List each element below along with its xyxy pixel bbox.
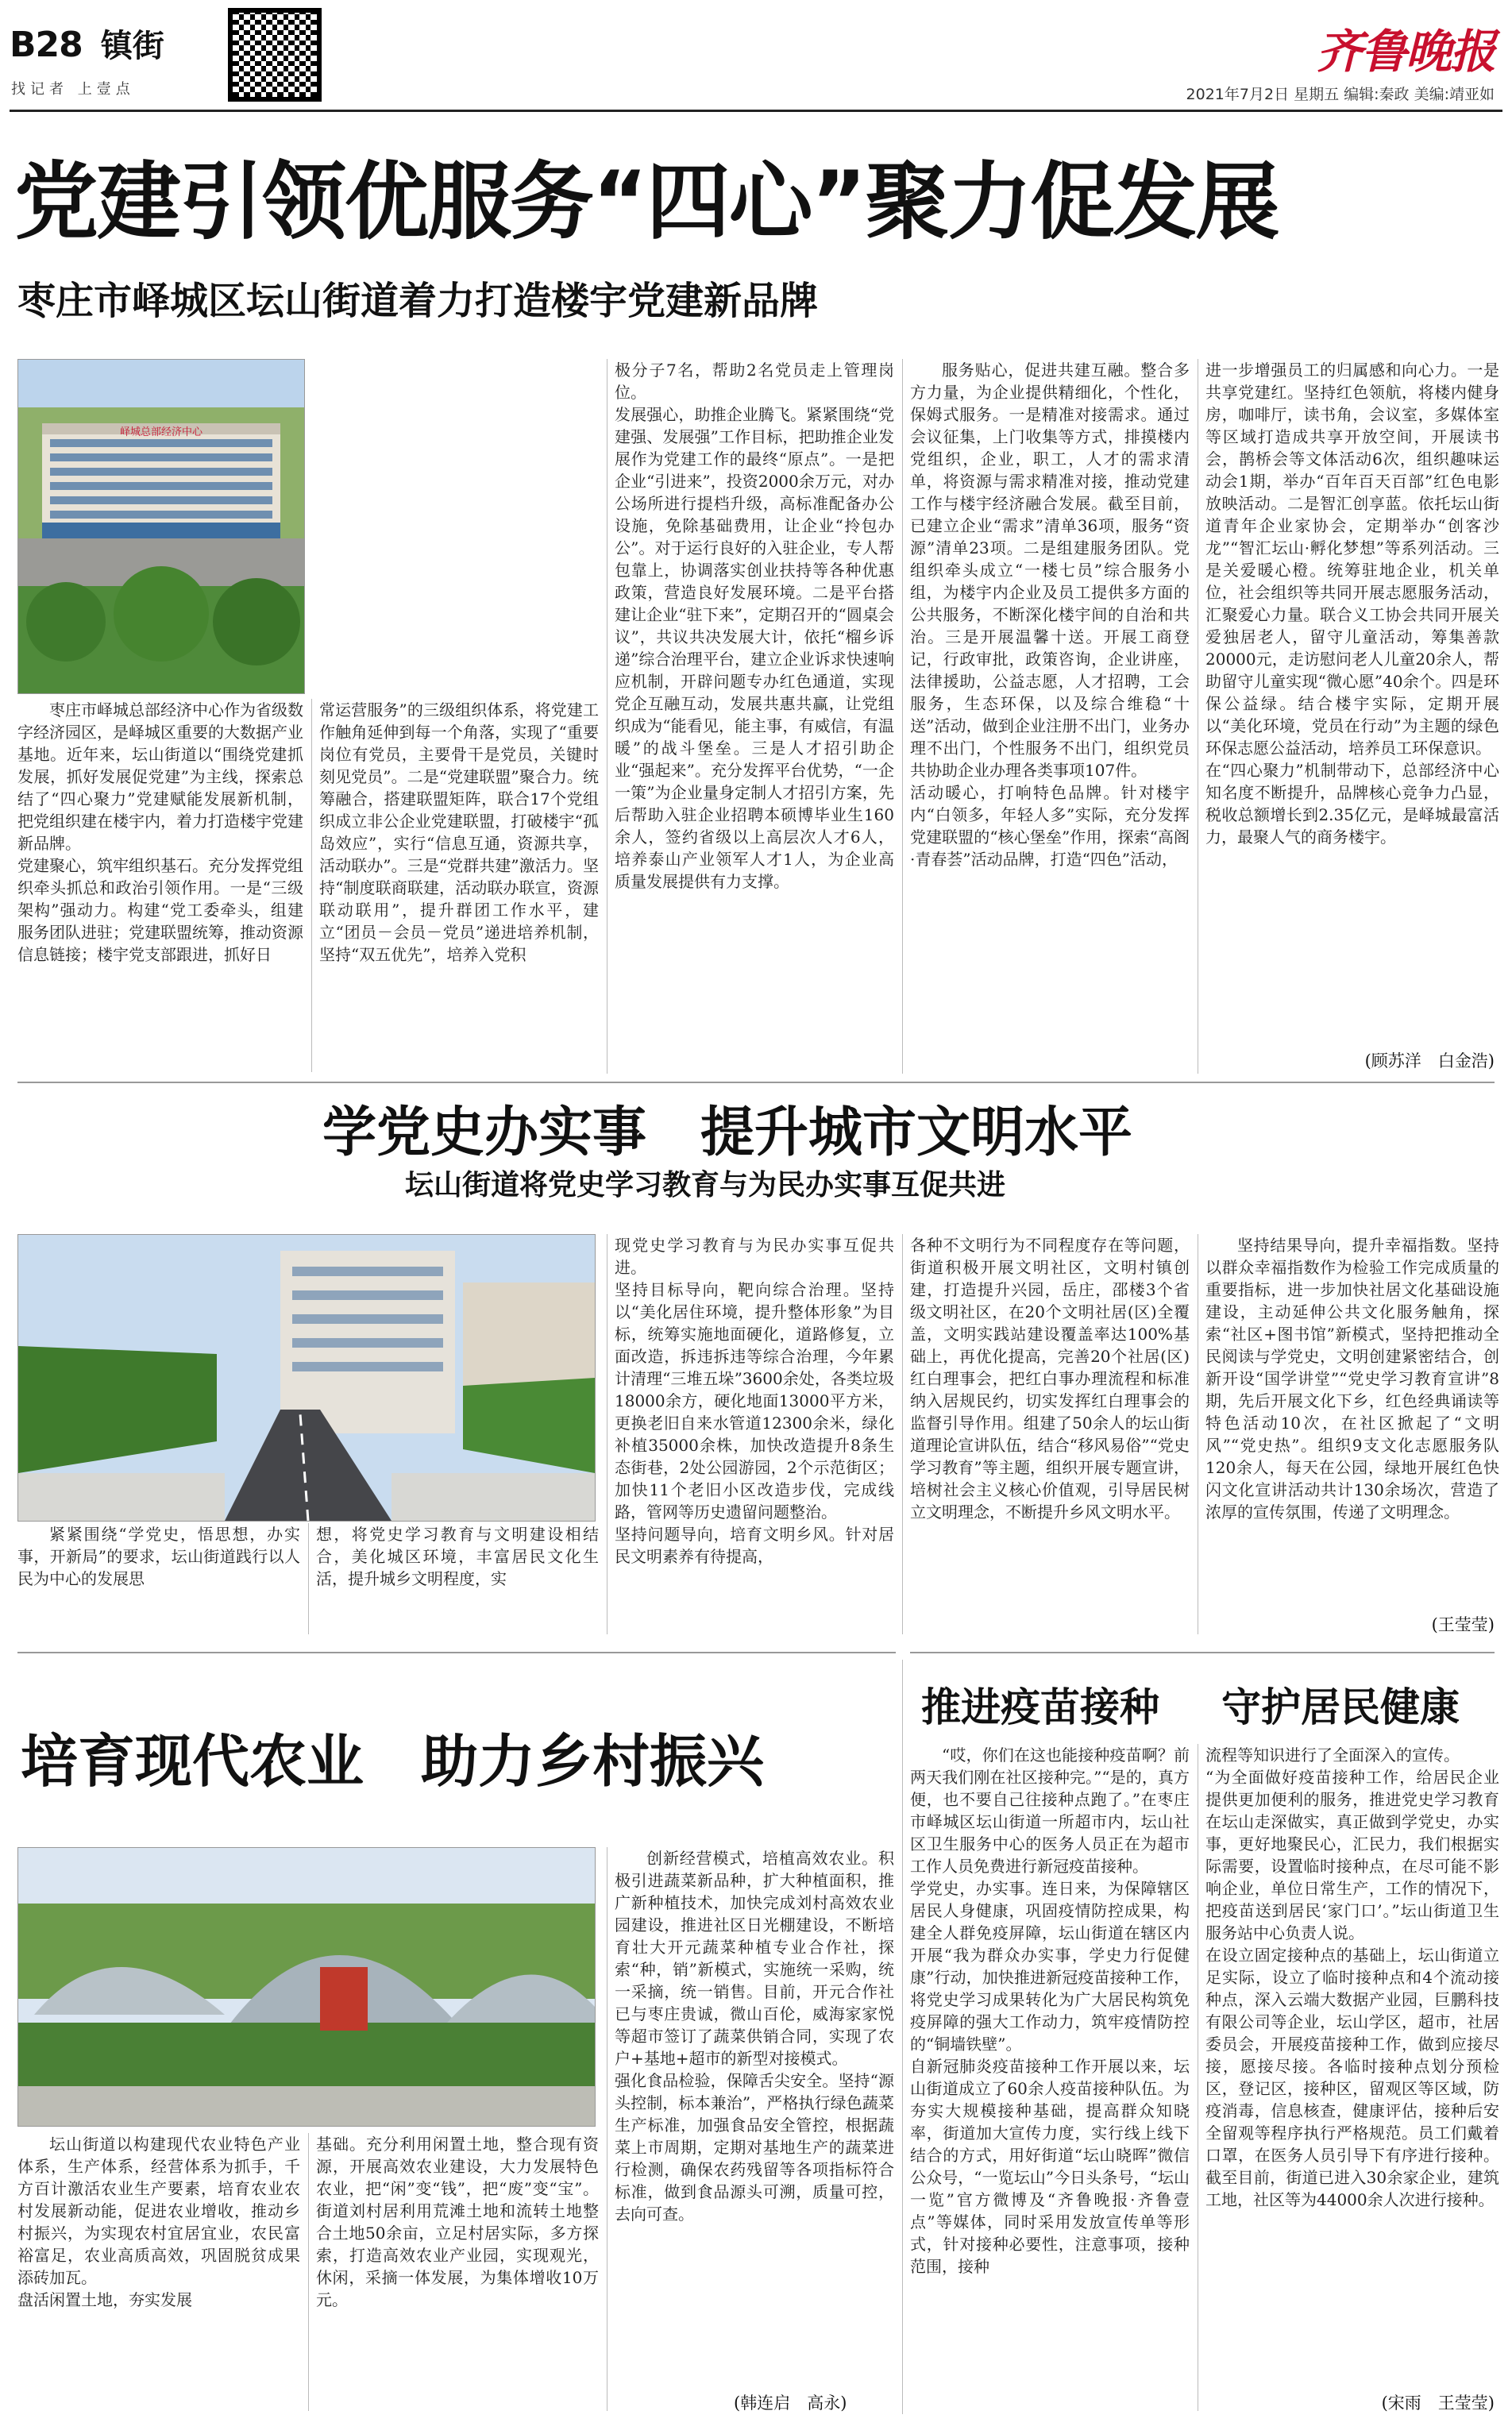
section-rule: [17, 1652, 896, 1653]
article4-byline: (宋雨 王莹莹): [1381, 2393, 1495, 2413]
column-divider: [607, 1847, 608, 2411]
article3-col-a-text: 坛山街道以构建现代农业特色产业体系，生产体系，经营体系为抓手，千方百计激活农业生产要素，培育农业农村发展新动能，促进农业增收，推动乡村振兴，为实现农村宜居宜业，农民富裕富足，农业高质高效，巩固脱贫成果添砖加瓦。 盘活闲置土地，夯实发展: [17, 2135, 300, 2309]
article3-col-b: [316, 2133, 599, 2411]
article1-col-b-text: 常运营服务”的三级组织体系，将党建工作触角延伸到每一个角落，实现了“重要岗位有党员，主要骨干是党员，关键时刻见党员”。二是“党建联盟”聚合力。统筹融合，搭建联盟矩阵，联合17个党组织成立非公企业党建联盟，打破楼宇“孤岛效应”，实行“信息互通，资源共享，活动联办”。三是“党群共建”激活力。坚持“制度联商联建，活动联办联宣，资源联动联用”，提升群团工作水平，建立“团员－会员－党员”递进培养机制，坚持“双五优先”，培养入党积: [319, 700, 599, 964]
section-rule: [910, 1652, 1495, 1653]
article2-col-a-text: 紧紧围绕“学党史，悟思想，办实事，开新局”的要求，坛山街道践行以人民为中心的发展思: [17, 1525, 300, 1588]
header-tagline: 找记者 上壹点: [11, 81, 135, 98]
article3-byline: (韩连启 高永): [734, 2393, 847, 2413]
article2-col-c-text: 现党史学习教育与为民办实事互促共进。 坚持目标导向，靶向综合治理。坚持以“美化居住环境，提升整体形象”为目标，统筹实施地面硬化，道路修复，立面改造，拆违拆违等综合治理，今年累计清理“三堆五垛”3600余处，各类垃圾18000余方，硬化地面13000平方米，更换老旧自来水管道12300余米，绿化补植35000余株，加快改造提升8条生态街巷，2处公园游园，2个示范街区；加快11个老旧小区改造步伐，完成线路，管网等历史遗留问题整治。 坚持问题导向，培育文明乡风。针对居民文明素养有待提高，: [615, 1236, 894, 1566]
article2-col-a: [17, 1523, 300, 1634]
column-divider: [902, 1660, 903, 2414]
article4-col-a: [910, 1744, 1190, 2411]
column-divider: [308, 2133, 309, 2411]
article2-photo: [17, 1234, 596, 1522]
article2-col-b-text: 想，将党史学习教育与文明建设相结合，美化城区环境，丰富居民文化生活，提升城乡文明程度，实: [316, 1525, 599, 1588]
article2-col-c: [615, 1234, 894, 1634]
photo-building-sign: 峄城总部经济中心: [119, 426, 203, 438]
page-number: B28: [10, 25, 83, 65]
article2-col-d: [910, 1234, 1190, 1634]
article1-col-c-text: 极分子7名，帮助2名党员走上管理岗位。 发展强心，助推企业腾飞。紧紧围绕“党建强、发展强”工作目标，把助推企业发展作为党建工作的最终“原点”。一是把企业“引进来”，投资2000余万元，对办公场所进行提档升级，高标准配备办公设施，免除基础费用，让企业“拎包办公”。对于运行良好的入驻企业，专人帮包靠上，协调落实创业扶持等各种优惠政策，营造良好发展环境。二是平台搭建让企业“驻下来”，定期召开的“圆桌会议”，共议共决发展大计，依托“榴乡诉递”综合治理平台，建立企业诉求快速响应机制，开辟问题专办红色通道，实现党企互融互动，发展共惠共赢，让党组织成为“能看见，能主事，有威信，有温暖”的战斗堡垒。三是人才招引助企业“强起来”。充分发挥平台优势，“一企一策”为企业量身定制人才招引方案，先后帮助入驻企业招聘本硕博毕业生160余人，签约省级以上高层次人才6人，培养泰山产业领军人才1人，为企业高质量发展提供有力支撑。: [615, 361, 894, 891]
column-divider: [902, 1234, 903, 1634]
section-name: 镇街: [100, 28, 164, 64]
page-header: [10, 21, 164, 66]
article2-headline: 学党史办实事 提升城市文明水平: [322, 1101, 1133, 1164]
article3-headline: 培育现代农业 助力乡村振兴: [21, 1728, 765, 1795]
article3-col-a: [17, 2133, 300, 2411]
article3-col-c: [615, 1847, 894, 2387]
article2-col-b: [316, 1523, 599, 1634]
header-rule: [10, 110, 1502, 112]
article1-col-d: [910, 359, 1190, 1074]
article4-headline-right: 守护居民健康: [1221, 1684, 1460, 1730]
column-divider: [311, 699, 312, 1072]
column-divider: [607, 1234, 608, 1634]
article4-col-b: [1205, 1744, 1499, 2387]
article1-subhead: 枣庄市峄城区坛山街道着力打造楼宇党建新品牌: [17, 279, 819, 323]
article4-headline-left: 推进疫苗接种: [921, 1684, 1159, 1730]
article2-col-d-text: 各种不文明行为不同程度存在等问题，街道积极开展文明社区，文明村镇创建，打造提升兴园，岳庄，邵楼3个省级文明社区，在20个文明社居(区)全覆盖，文明实践站建设覆盖率达100%基础上，再优化提高，完善20个社居(区)红白理事会，把红白事办理流程和标准纳入居规民约，切实发挥红白理事会的监督引导作用。组建了50余人的坛山街道理论宣讲队伍，结合“移风易俗”“党史学习教育”等主题，组织开展专题宣讲，培树社会主义核心价值观，引导居民树立文明理念，不断提升乡风文明水平。: [910, 1236, 1190, 1522]
article2-col-e: [1205, 1234, 1499, 1615]
article2-subhead: 坛山街道将党史学习教育与为民办实事互促共进: [405, 1169, 1006, 1202]
article1-byline: (顾苏洋 白金浩): [1364, 1051, 1495, 1070]
article1-col-e: [1205, 359, 1499, 1050]
article3-photo: [17, 1847, 596, 2127]
article2-col-e-text: 坚持结果导向，提升幸福指数。坚持以群众幸福指数作为检验工作完成质量的重要指标，进一步加快社居文化基础设施建设，主动延伸公共文化服务触角，探索“社区+图书馆”新模式，坚持把推动全民阅读与学党史，文明创建紧密结合，创新开设“国学讲堂”“党史学习教育宣讲”8期，先后开展文化下乡，红色经典诵读等特色活动10次，在社区掀起了“文明风”“党史热”。组织9支文化志愿服务队120余人，每天在公园，绿地开展红色快闪文化宣讲活动共计130余场次，营造了浓厚的宣传氛围，传递了文明理念。: [1205, 1236, 1499, 1522]
article1-col-a-text: 枣庄市峄城总部经济中心作为省级数字经济园区，是峄城区重要的大数据产业基地。近年来，坛山街道以“围绕党建抓发展，抓好发展促党建”为主线，探索总结了“四心聚力”党建赋能发展新机制，把党组织建在楼宇内，着力打造楼宇党建新品牌。 党建聚心，筑牢组织基石。充分发挥党组织牵头抓总和政治引领作用。一是“三级架构”强动力。构建“党工委牵头，组建服务团队进驻；党建联盟统筹，推动资源信息链接；楼宇党支部跟进，抓好日: [17, 700, 303, 964]
newspaper-brand: 齐鲁晚报: [1316, 25, 1495, 79]
issue-meta: 2021年7月2日 星期五 编辑:秦政 美编:靖亚如: [1186, 86, 1495, 103]
section-rule: [17, 1082, 1495, 1083]
column-divider: [607, 359, 608, 1074]
article4-col-a-text: “哎，你们在这也能接种疫苗啊？前两天我们刚在社区接种完。”“是的，真方便，也不要自己往接种点跑了。”在枣庄市峄城区坛山街道一所超市内，坛山社区卫生服务中心的医务人员正在为超市工作人员免费进行新冠疫苗接种。 学党史，办实事。连日来，为保障辖区居民人身健康，巩固疫情防控成果，构建全人群免疫屏障，坛山街道在辖区内开展“我为群众办实事，学史力行促健康”行动，加快推进新冠疫苗接种工作，将党史学习成果转化为广大居民构筑免疫屏障的强大工作动力，筑牢疫情防控的“铜墙铁壁”。 自新冠肺炎疫苗接种工作开展以来，坛山街道成立了60余人疫苗接种队伍。为夯实大规模接种基础，提高群众知晓率，街道加大宣传力度，实行线上线下结合的方式，用好街道“坛山晓晖”微信公众号，“一览坛山”今日头条号，“坛山一览”官方微博及“齐鲁晚报·齐鲁壹点”等媒体，同时采用发放宣传单等形式，针对接种必要性，注意事项，接种范围，接种: [910, 1745, 1190, 2276]
qr-code-icon: [228, 8, 322, 102]
article2-byline: (王莹莹): [1431, 1615, 1495, 1634]
article1-photo: [17, 359, 305, 694]
article1-col-c: [615, 359, 894, 1074]
column-divider: [308, 1523, 309, 1634]
column-divider: [902, 359, 903, 1074]
article3-col-c-text: 创新经营模式，培植高效农业。积极引进蔬菜新品种，扩大种植面积，推广新种植技术，加快完成刘村高效农业园建设，推进社区日光棚建设，不断培育壮大开元蔬菜种植专业合作社，探索“种，销”新模式，实施统一采购，统一采摘，统一销售。目前，开元合作社已与枣庄贵诚，微山百伦，威海家家悦等超市签订了蔬菜供销合同，实现了农户+基地+超市的新型对接模式。 强化食品检验，保障舌尖安全。坚持“源头控制，标本兼治”，严格执行绿色蔬菜生产标准，加强食品安全管控，根据蔬菜上市周期，定期对基地生产的蔬菜进行检测，确保农药残留等各项指标符合标准，做到食品源头可溯，质量可控，去向可查。: [615, 1849, 894, 2224]
article1-headline: 党建引领优服务“四心”聚力促发展: [14, 153, 1279, 251]
article1-col-d-text: 服务贴心，促进共建互融。整合多方力量，为企业提供精细化，个性化，保姆式服务。一是精准对接需求。通过会议征集，上门收集等方式，排摸楼内党组织，企业，职工，人才的需求清单，将资源与需求精准对接，推动党建工作与楼宇经济融合发展。截至目前，已建立企业“需求”清单36项，服务“资源”清单23项。二是组建服务团队。党组织牵头成立“一楼七员”综合服务小组，为楼宇内企业及员工提供多方面的公共服务，不断深化楼宇间的自治和共治。三是开展温馨十送。开展工商登记，行政审批，政策咨询，企业讲座，法律援助，公益志愿，人才招聘，工会服务，生态环保，以及综合维稳“十送”活动，做到企业注册不出门，业务办理不出门，个性服务不出门，组织党员共协助企业办理各类事项107件。 活动暖心，打响特色品牌。针对楼宇内“白领多，年轻人多”实际，充分发挥党建联盟的“核心堡垒”作用，探索“高阁·青春荟”活动品牌，打造“四色”活动，: [910, 361, 1190, 869]
article1-col-e-text: 进一步增强员工的归属感和向心力。一是共享党建红。坚持红色领航，将楼内健身房，咖啡厅，读书角，会议室，多媒体室等区域打造成共享开放空间，开展读书会，鹊桥会等文体活动6次，组织趣味运动会1期，举办“百年百天百部”红色电影放映活动。二是智汇创享蓝。依托坛山街道青年企业家协会，定期举办“创客沙龙”“智汇坛山·孵化梦想”等系列活动。三是关爱暖心橙。统筹驻地企业，机关单位，社会组织等共同开展志愿服务活动，汇聚爱心力量。联合义工协会共同开展关爱独居老人，留守儿童活动，筹集善款20000元，走访慰问老人儿童20余人，帮助留守儿童实现“微心愿”40余个。四是环保公益绿。结合楼宇实际，定期开展以“美化环境，党员在行动”为主题的绿色环保志愿公益活动，培养员工环保意识。 在“四心聚力”机制带动下，总部经济中心知名度不断提升，品牌核心竞争力凸显，税收总额增长到2.35亿元，是峄城最富活力，最聚人气的商务楼宇。: [1205, 361, 1499, 847]
article1-col-b: [319, 699, 599, 1072]
article3-col-b-text: 基础。充分利用闲置土地，整合现有资源，开展高效农业建设，大力发展特色农业，把“闲”变“钱”，把“废”变“宝”。街道刘村居利用荒滩土地和流转土地整合土地50余亩，立足村居实际，多方探索，打造高效农业产业园，实现观光，休闲，采摘一体发展，为集体增收10万元。: [316, 2135, 599, 2309]
article4-col-b-text: 流程等知识进行了全面深入的宣传。 “为全面做好疫苗接种工作，给居民企业提供更加便利的服务，推进党史学习教育在坛山走深做实，真正做到学党史，办实事，更好地聚民心，汇民力，我们根据实际需要，设置临时接种点，在尽可能不影响企业，单位日常生产，工作的情况下，把疫苗送到居民‘家门口’。”坛山街道卫生服务站中心负责人说。 在设立固定接种点的基础上，坛山街道立足实际，设立了临时接种点和4个流动接种点，深入云端大数据产业园，巨鹏科技有限公司等企业，坛山学区，超市，社居委员会，开展疫苗接种工作，做到应接尽接，愿接尽接。各临时接种点划分预检区，登记区，接种区，留观区等区域，防疫消毒，信息核查，健康评估，接种后安全留观等程序执行严格规范。员工们戴着口罩，在医务人员引导下有序进行接种。截至目前，街道已进入30余家企业，建筑工地，社区等为44000余人次进行接种。: [1205, 1745, 1499, 2209]
article1-col-a: [17, 699, 303, 1072]
